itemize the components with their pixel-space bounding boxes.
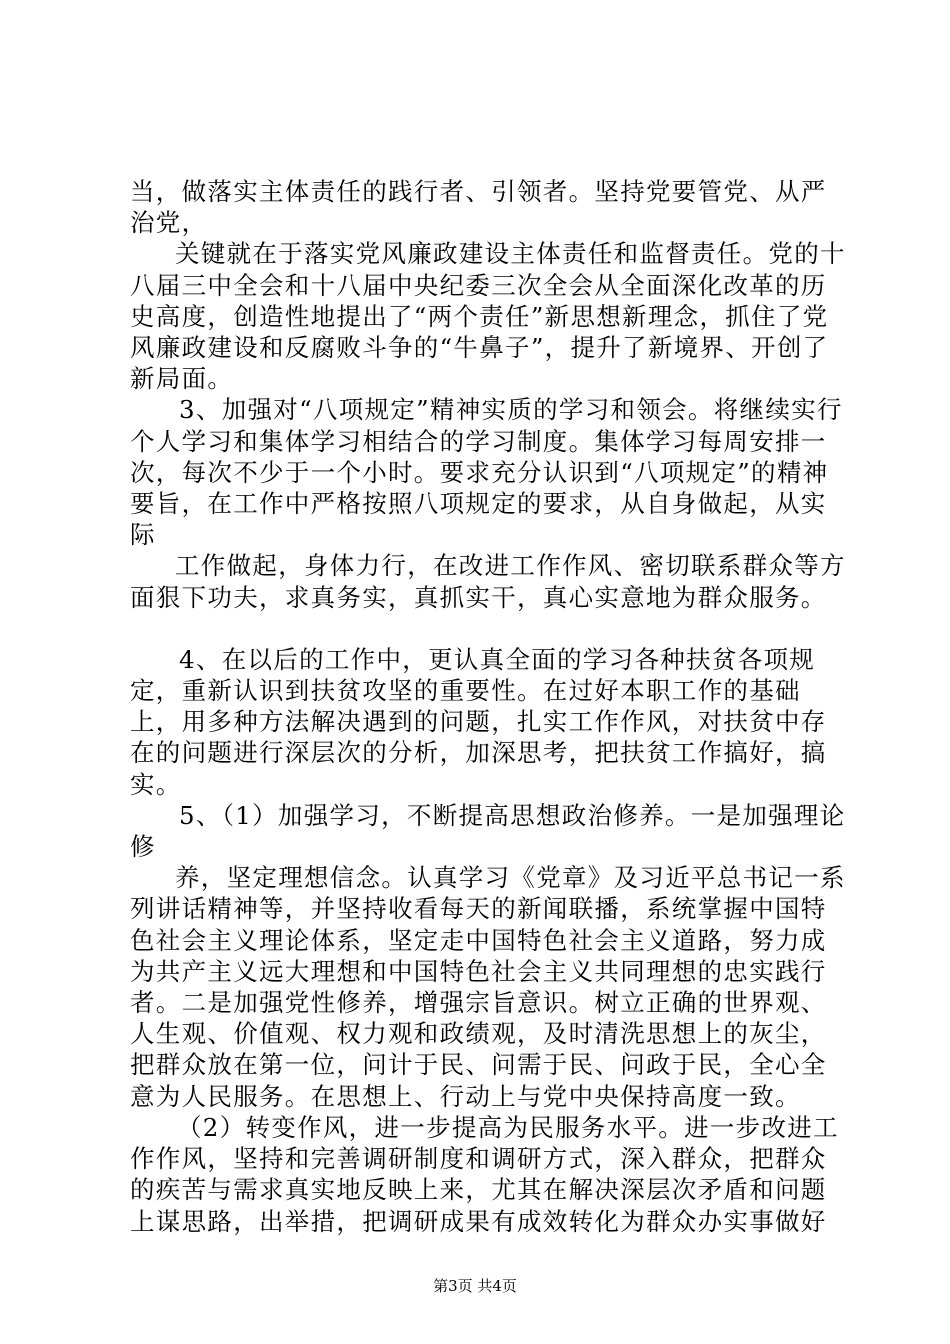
paragraph-7: 养，坚定理想信念。认真学习《党章》及习近平总书记一系列讲话精神等，并坚持收看每天的新闻联播，系统掌握中国特色社会主义理论体系，坚定走中国特色社会主义道路，努力成为共产主义远大理想和中国特色社会主义共同理想的忠实践行者。二是加强党性修养，增强宗旨意识。树立正确的世界观、人生观、价值观、权力观和政绩观，及时清洗思想上的灰尘，把群众放在第一位，问计于民、问需于民、问政于民，全心全意为人民服务。在思想上、行动上与党中央保持高度一致。 xyxy=(130,863,846,1111)
paragraph-3: 3、加强对“八项规定”精神实质的学习和领会。将继续实行个人学习和集体学习相结合的学习制度。集体学习每周安排一次，每次不少于一个小时。要求充分认识到“八项规定”的精神要旨，在工作中严格按照八项规定的要求，从自身做起，从实际 xyxy=(130,395,843,550)
paragraph-1: 当，做落实主体责任的践行者、引领者。坚持党要管党、从严治党， xyxy=(130,177,827,238)
paragraph-6: 5、（1）加强学习，不断提高思想政治修养。一是加强理论修 xyxy=(130,800,846,862)
paragraph-gap xyxy=(130,613,850,644)
paragraph-5: 4、在以后的工作中，更认真全面的学习各种扶贫各项规定，重新认识到扶贫攻坚的重要性。在过好本职工作的基础上，用多种方法解决遇到的问题，扎实工作作风，对扶贫中存在的问题进行深层次的分析，加深思考，把扶贫工作搞好，搞实。 xyxy=(130,644,827,799)
paragraph-4: 工作做起，身体力行，在改进工作作风、密切联系群众等方面狠下功夫，求真务实，真抓实干，真心实意地为群众服务。 xyxy=(130,551,846,612)
document-body xyxy=(130,176,850,1237)
paragraph-2: 关键就在于落实党风廉政建设主体责任和监督责任。党的十八届三中全会和十八届中央纪委三次全会从全面深化改革的历史高度，创造性地提出了“两个责任”新思想新理念，抓住了党风廉政建设和反腐败斗争的“牛鼻子”，提升了新境界、开创了新局面。 xyxy=(130,239,846,394)
paragraph-8: （2）转变作风，进一步提高为民服务水平。进一步改进工作作风，坚持和完善调研制度和调研方式，深入群众，把群众的疾苦与需求真实地反映上来，尤其在解决深层次矛盾和问题上谋思路，出举措，把调研成果有成效转化为群众办实事做好 xyxy=(130,1112,839,1236)
page-footer: 第3页 共4页 xyxy=(433,1277,517,1295)
